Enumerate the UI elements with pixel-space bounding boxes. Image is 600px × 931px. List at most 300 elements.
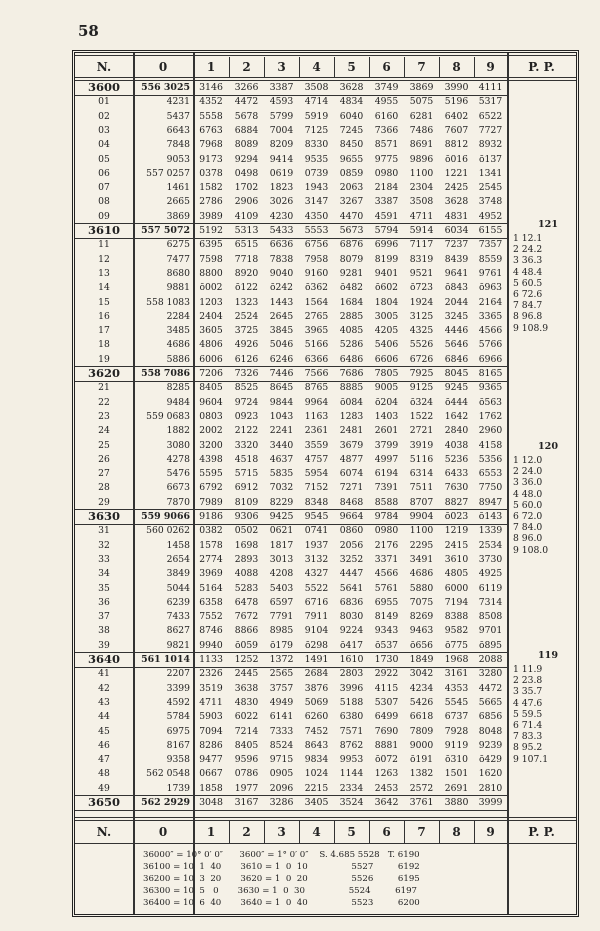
row-number: 38 bbox=[98, 625, 110, 637]
decade-rule bbox=[75, 810, 507, 811]
table-cell: 4926 bbox=[234, 339, 259, 351]
table-cell: 0980 bbox=[374, 525, 399, 537]
table-cell: 7094 bbox=[199, 725, 223, 737]
table-cell: 9904 bbox=[409, 511, 434, 522]
pp-header: 119 bbox=[538, 650, 559, 661]
table-cell: 2565 bbox=[269, 668, 294, 680]
table-cell: 7686 bbox=[339, 368, 364, 379]
table-cell: 4877 bbox=[339, 453, 364, 465]
table-cell: 8643 bbox=[304, 739, 329, 751]
table-row bbox=[75, 396, 576, 409]
pp-line: 2 23.8 bbox=[513, 675, 543, 687]
table-cell: 6239 bbox=[166, 596, 190, 608]
table-cell: 6975 bbox=[166, 725, 190, 737]
table-row bbox=[75, 596, 576, 609]
table-cell: 8149 bbox=[374, 611, 399, 623]
table-cell: 1100 bbox=[409, 525, 434, 537]
table-cell: ō602 bbox=[374, 282, 399, 294]
table-cell: 1924 bbox=[409, 296, 434, 308]
table-cell: 3161 bbox=[444, 668, 469, 680]
table-cell: 4637 bbox=[269, 453, 294, 465]
table-row bbox=[75, 95, 576, 108]
table-cell: 6597 bbox=[269, 596, 294, 608]
table-cell: 1977 bbox=[234, 782, 259, 794]
pp-line: 8 95.2 bbox=[513, 742, 543, 754]
table-cell: 9119 bbox=[444, 739, 469, 751]
table-cell: 1698 bbox=[234, 539, 259, 551]
table-cell: 1943 bbox=[304, 182, 329, 194]
table-cell: 1341 bbox=[478, 167, 503, 179]
table-cell: ō059 bbox=[234, 639, 259, 651]
table-cell: 9641 bbox=[444, 267, 469, 279]
decade-rule bbox=[75, 652, 507, 653]
footer-column-header: 7 bbox=[417, 825, 426, 839]
table-cell: 8866 bbox=[234, 625, 259, 637]
column-header: 5 bbox=[347, 60, 356, 74]
table-cell: ō963 bbox=[478, 282, 503, 294]
table-cell: 8109 bbox=[234, 496, 259, 508]
table-cell: 3048 bbox=[199, 797, 223, 808]
table-cell: 2840 bbox=[444, 425, 469, 437]
table-cell: 1491 bbox=[304, 654, 329, 665]
table-cell: 8286 bbox=[199, 739, 223, 751]
row-number: 48 bbox=[98, 768, 110, 780]
table-cell: 5766 bbox=[478, 339, 503, 351]
table-cell: 3387 bbox=[374, 196, 399, 208]
table-cell: 5903 bbox=[199, 711, 223, 723]
row-number: 06 bbox=[98, 167, 110, 179]
table-cell: 3748 bbox=[478, 196, 503, 208]
table-cell: 4350 bbox=[304, 210, 329, 222]
table-cell: 559 9066 bbox=[141, 511, 190, 522]
table-cell: 4470 bbox=[339, 210, 364, 222]
table-cell: 6366 bbox=[304, 353, 329, 365]
table-cell: 4115 bbox=[374, 682, 399, 694]
table-cell: 6486 bbox=[339, 353, 364, 365]
table-cell: 2304 bbox=[409, 182, 434, 194]
table-cell: 1252 bbox=[234, 654, 259, 665]
table-cell: 8388 bbox=[444, 611, 469, 623]
table-row bbox=[75, 210, 576, 223]
table-cell: 8030 bbox=[339, 611, 364, 623]
table-cell: 1501 bbox=[444, 768, 469, 780]
table-cell: 4352 bbox=[199, 96, 223, 108]
row-number: 27 bbox=[98, 468, 110, 480]
table-cell: 4231 bbox=[166, 96, 190, 108]
row-number: 04 bbox=[98, 139, 110, 151]
table-cell: 4591 bbox=[374, 210, 399, 222]
table-cell: 6395 bbox=[199, 239, 223, 251]
table-cell: 1443 bbox=[269, 296, 294, 308]
table-cell: 2241 bbox=[269, 425, 294, 437]
table-cell: 8405 bbox=[199, 382, 223, 394]
footer-column-header: 0 bbox=[158, 825, 168, 839]
table-cell: 1762 bbox=[478, 410, 503, 422]
table-cell: 2765 bbox=[304, 310, 329, 322]
column-header: 3 bbox=[277, 60, 286, 74]
table-cell: 8645 bbox=[269, 382, 294, 394]
row-number: 21 bbox=[98, 382, 110, 394]
table-cell: 7848 bbox=[166, 139, 190, 151]
table-cell: 4593 bbox=[269, 96, 294, 108]
table-cell: 9425 bbox=[269, 511, 294, 522]
table-cell: ō482 bbox=[339, 282, 364, 294]
table-cell: ō444 bbox=[444, 396, 469, 408]
table-cell: 9484 bbox=[166, 396, 190, 408]
table-cell: 7486 bbox=[409, 124, 434, 136]
table-cell: 6846 bbox=[444, 353, 469, 365]
table-cell: 6618 bbox=[409, 711, 434, 723]
table-cell: ō417 bbox=[339, 639, 364, 651]
table-row bbox=[75, 667, 576, 680]
row-number: 3600 bbox=[87, 80, 120, 94]
row-number: 15 bbox=[98, 296, 110, 308]
table-row bbox=[75, 653, 576, 666]
row-number: 42 bbox=[98, 682, 110, 694]
table-cell: 6260 bbox=[304, 711, 329, 723]
table-cell: 4038 bbox=[444, 439, 469, 451]
table-cell: 5665 bbox=[478, 696, 503, 708]
pp-line: 3 35.7 bbox=[513, 686, 543, 698]
table-cell: 8932 bbox=[478, 139, 503, 151]
table-cell: 562 0548 bbox=[146, 768, 190, 780]
table-cell: 2774 bbox=[199, 553, 223, 565]
table-cell: 3026 bbox=[269, 196, 294, 208]
table-cell: 5317 bbox=[478, 96, 503, 108]
table-cell: 8405 bbox=[234, 739, 259, 751]
table-cell: 8559 bbox=[478, 253, 503, 265]
table-cell: 1263 bbox=[374, 768, 399, 780]
table-cell: 2063 bbox=[339, 182, 364, 194]
table-row bbox=[75, 610, 576, 623]
table-cell: 5188 bbox=[339, 696, 364, 708]
table-cell: 4925 bbox=[478, 568, 503, 580]
table-cell: 9343 bbox=[374, 625, 399, 637]
table-cell: 1849 bbox=[409, 654, 434, 665]
table-cell: 4714 bbox=[304, 96, 329, 108]
table-cell: 6856 bbox=[478, 711, 503, 723]
column-header: N. bbox=[96, 60, 112, 74]
table-cell: 6955 bbox=[374, 596, 399, 608]
table-cell: 6522 bbox=[478, 110, 503, 122]
table-cell: 6876 bbox=[339, 239, 364, 251]
table-cell: 2404 bbox=[199, 310, 223, 322]
table-cell: 4949 bbox=[269, 696, 294, 708]
table-cell: 1458 bbox=[166, 539, 190, 551]
table-cell: 6737 bbox=[444, 711, 469, 723]
table-cell: 4830 bbox=[234, 696, 259, 708]
table-cell: 7566 bbox=[304, 368, 329, 379]
table-cell: 7911 bbox=[304, 611, 329, 623]
table-row bbox=[75, 524, 576, 537]
table-cell: 3267 bbox=[339, 196, 364, 208]
table-cell: 4952 bbox=[478, 210, 503, 222]
table-cell: 5595 bbox=[199, 468, 223, 480]
table-cell: 2207 bbox=[166, 668, 190, 680]
table-cell: 8229 bbox=[269, 496, 294, 508]
table-cell: 2326 bbox=[199, 668, 223, 680]
table-cell: 5313 bbox=[234, 225, 259, 236]
table-cell: 9104 bbox=[304, 625, 329, 637]
table-cell: 2176 bbox=[374, 539, 399, 551]
row-number: 35 bbox=[98, 582, 110, 594]
table-cell: 3132 bbox=[304, 553, 329, 565]
table-cell: 2215 bbox=[304, 782, 329, 794]
row-number: 3650 bbox=[87, 795, 120, 809]
table-cell: 2545 bbox=[478, 182, 503, 194]
table-cell: 7271 bbox=[339, 482, 364, 494]
table-cell: 2601 bbox=[374, 425, 399, 437]
table-cell: 4834 bbox=[339, 96, 364, 108]
table-cell: 3125 bbox=[409, 310, 434, 322]
table-row bbox=[75, 238, 576, 251]
table-cell: 8525 bbox=[234, 382, 259, 394]
table-cell: 557 5072 bbox=[141, 225, 190, 236]
table-cell: 5794 bbox=[374, 225, 399, 236]
table-cell: 6006 bbox=[199, 353, 223, 365]
table-cell: 6275 bbox=[166, 239, 190, 251]
table-cell: 2056 bbox=[339, 539, 364, 551]
table-cell: 4711 bbox=[199, 696, 223, 708]
table-cell: 0786 bbox=[234, 768, 259, 780]
table-row bbox=[75, 253, 576, 266]
pp-line: 6 72.0 bbox=[513, 511, 543, 522]
table-row bbox=[75, 439, 576, 452]
table-cell: 3605 bbox=[199, 325, 223, 337]
table-row bbox=[75, 696, 576, 709]
table-cell: 0498 bbox=[234, 167, 259, 179]
table-cell: 5799 bbox=[269, 110, 294, 122]
table-cell: 4757 bbox=[304, 453, 329, 465]
table-cell: ō242 bbox=[269, 282, 294, 294]
table-cell: 6726 bbox=[409, 353, 434, 365]
column-header: 1 bbox=[206, 60, 216, 74]
table-cell: 6643 bbox=[166, 124, 190, 136]
table-cell: 3365 bbox=[478, 310, 503, 322]
table-cell: 8947 bbox=[478, 496, 503, 508]
row-number: 03 bbox=[98, 124, 110, 136]
footer-line: 36200 = 10 3 20 3620 = 1 0 20 5526 6195 bbox=[143, 874, 420, 884]
row-number: 01 bbox=[98, 96, 110, 108]
table-cell: 7125 bbox=[304, 124, 329, 136]
table-row bbox=[75, 481, 576, 494]
row-number: 31 bbox=[98, 525, 110, 537]
table-cell: 8524 bbox=[269, 739, 294, 751]
table-cell: 2893 bbox=[234, 553, 259, 565]
table-cell: ō429 bbox=[478, 754, 503, 766]
table-cell: 5426 bbox=[409, 696, 434, 708]
table-cell: 4205 bbox=[374, 325, 399, 337]
table-row bbox=[75, 353, 576, 366]
table-cell: 1858 bbox=[199, 782, 223, 794]
table-cell: 9414 bbox=[269, 153, 294, 165]
pp-line: 1 12.1 bbox=[513, 233, 543, 244]
table-cell: 6478 bbox=[234, 596, 259, 608]
table-cell: 9401 bbox=[374, 267, 399, 279]
table-cell: 1730 bbox=[374, 654, 399, 665]
table-cell: 5835 bbox=[269, 468, 294, 480]
table-cell: 1100 bbox=[409, 167, 434, 179]
table-cell: ō310 bbox=[444, 754, 469, 766]
pp-line: 7 83.3 bbox=[513, 731, 543, 743]
table-cell: 1804 bbox=[374, 296, 399, 308]
table-cell: 3876 bbox=[304, 682, 329, 694]
table-cell: 6040 bbox=[339, 110, 364, 122]
table-cell: 6606 bbox=[374, 353, 399, 365]
table-row bbox=[75, 725, 576, 738]
table-cell: 7446 bbox=[269, 368, 294, 379]
table-cell: 5784 bbox=[166, 711, 190, 723]
table-cell: 0803 bbox=[199, 410, 223, 422]
table-cell: 8079 bbox=[339, 253, 364, 265]
table-cell: 7333 bbox=[269, 725, 294, 737]
table-cell: 7433 bbox=[166, 611, 190, 623]
table-row bbox=[75, 81, 576, 94]
table-cell: 2122 bbox=[234, 425, 259, 437]
pp-line: 9 108.9 bbox=[513, 322, 549, 334]
footer-column-header: 3 bbox=[277, 825, 286, 839]
table-cell: 4447 bbox=[339, 568, 364, 580]
row-number: 34 bbox=[98, 568, 110, 580]
table-cell: 1968 bbox=[444, 654, 469, 665]
table-cell: 7152 bbox=[304, 482, 329, 494]
table-cell: 4711 bbox=[409, 210, 434, 222]
table-cell: 9545 bbox=[304, 511, 329, 522]
footer-rule bbox=[75, 817, 576, 821]
table-cell: 3869 bbox=[166, 210, 190, 222]
table-cell: ō362 bbox=[304, 282, 329, 294]
table-row bbox=[75, 110, 576, 123]
table-cell: 3405 bbox=[304, 797, 329, 808]
table-cell: 9000 bbox=[409, 739, 434, 751]
table-cell: 5886 bbox=[166, 353, 190, 365]
table-cell: 8089 bbox=[234, 139, 259, 151]
row-number: 12 bbox=[98, 253, 110, 265]
table-row bbox=[75, 181, 576, 194]
table-cell: 9053 bbox=[166, 153, 190, 165]
table-cell: 0859 bbox=[339, 167, 364, 179]
table-cell: 0860 bbox=[339, 525, 364, 537]
table-cell: ō143 bbox=[478, 511, 503, 522]
table-cell: 2284 bbox=[166, 310, 190, 322]
table-cell: 3849 bbox=[166, 568, 190, 580]
table-cell: 3320 bbox=[234, 439, 259, 451]
table-cell: 3280 bbox=[478, 668, 503, 680]
table-cell: 9834 bbox=[304, 754, 329, 766]
table-cell: 6433 bbox=[444, 468, 469, 480]
table-cell: ō016 bbox=[444, 153, 469, 165]
table-row bbox=[75, 567, 576, 580]
table-cell: 9173 bbox=[199, 153, 223, 165]
table-row bbox=[75, 296, 576, 312]
table-cell: 5646 bbox=[444, 339, 469, 351]
table-cell: 4472 bbox=[478, 682, 503, 694]
table-cell: 8508 bbox=[478, 611, 503, 623]
table-row bbox=[75, 410, 576, 423]
row-number: 05 bbox=[98, 153, 110, 165]
table-cell: 5880 bbox=[409, 582, 434, 594]
table-cell: 4230 bbox=[269, 210, 294, 222]
row-number: 23 bbox=[98, 410, 110, 422]
table-cell: 3969 bbox=[199, 568, 223, 580]
table-cell: 5558 bbox=[199, 110, 223, 122]
table-cell: 9186 bbox=[199, 511, 223, 522]
table-cell: 4325 bbox=[409, 325, 434, 337]
table-row bbox=[75, 267, 576, 280]
table-cell: 0378 bbox=[199, 167, 223, 179]
table-cell: 6358 bbox=[199, 596, 223, 608]
row-number: 37 bbox=[98, 611, 110, 623]
table-cell: 5286 bbox=[339, 339, 364, 351]
table-cell: 9604 bbox=[199, 396, 223, 408]
column-header: 9 bbox=[486, 60, 495, 74]
row-number: 44 bbox=[98, 711, 110, 723]
table-cell: 2960 bbox=[478, 425, 503, 437]
decade-rule bbox=[75, 366, 507, 367]
row-number: 3620 bbox=[87, 366, 120, 380]
table-row bbox=[75, 138, 576, 151]
table-cell: 5069 bbox=[304, 696, 329, 708]
footer-rule bbox=[75, 843, 576, 844]
table-cell: 4158 bbox=[478, 439, 503, 451]
column-header: 8 bbox=[452, 60, 461, 74]
footer-column-header: 8 bbox=[452, 825, 461, 839]
table-cell: 3999 bbox=[478, 797, 503, 808]
table-cell: 8209 bbox=[269, 139, 294, 151]
table-cell: 9664 bbox=[339, 511, 364, 522]
table-cell: 8627 bbox=[166, 625, 190, 637]
table-cell: 7727 bbox=[478, 124, 503, 136]
table-cell: 9281 bbox=[339, 267, 364, 279]
table-cell: 7357 bbox=[478, 239, 503, 251]
table-cell: 4278 bbox=[166, 453, 190, 465]
table-cell: 7117 bbox=[409, 239, 434, 251]
table-cell: 6763 bbox=[199, 124, 223, 136]
table-row bbox=[75, 682, 576, 698]
table-cell: 9953 bbox=[339, 754, 364, 766]
table-cell: ō122 bbox=[234, 282, 259, 294]
table-cell: 2524 bbox=[234, 310, 259, 322]
row-number: 22 bbox=[98, 396, 110, 408]
table-cell: ō656 bbox=[409, 639, 434, 651]
table-cell: 1339 bbox=[478, 525, 503, 537]
table-cell: 6281 bbox=[409, 110, 434, 122]
pp-header: 121 bbox=[538, 219, 559, 230]
table-cell: 9463 bbox=[409, 625, 434, 637]
table-cell: 3965 bbox=[304, 325, 329, 337]
table-cell: 0619 bbox=[269, 167, 294, 179]
table-cell: 1739 bbox=[166, 782, 190, 794]
table-cell: 1620 bbox=[478, 768, 503, 780]
row-number: 3630 bbox=[87, 509, 120, 523]
table-cell: 7206 bbox=[199, 368, 223, 379]
table-cell: 557 0257 bbox=[146, 167, 190, 179]
pp-line: 4 48.4 bbox=[513, 266, 543, 278]
pp-line: 8 96.0 bbox=[513, 533, 543, 545]
footer-line: 36000″ = 10° 0′ 0″ 3600″ = 1° 0′ 0″ S. 4.685 5528 T. 6190 bbox=[143, 850, 420, 860]
table-cell: 8985 bbox=[269, 625, 294, 637]
table-cell: 5678 bbox=[234, 110, 259, 122]
table-cell: 5553 bbox=[304, 225, 329, 236]
table-cell: 9775 bbox=[374, 153, 399, 165]
table-cell: 2361 bbox=[304, 425, 329, 437]
column-header: P. P. bbox=[528, 60, 555, 74]
row-number: 11 bbox=[98, 239, 110, 251]
decade-rule bbox=[75, 795, 507, 796]
table-cell: 1219 bbox=[444, 525, 469, 537]
table-cell: 4109 bbox=[234, 210, 259, 222]
table-cell: 4566 bbox=[478, 325, 503, 337]
